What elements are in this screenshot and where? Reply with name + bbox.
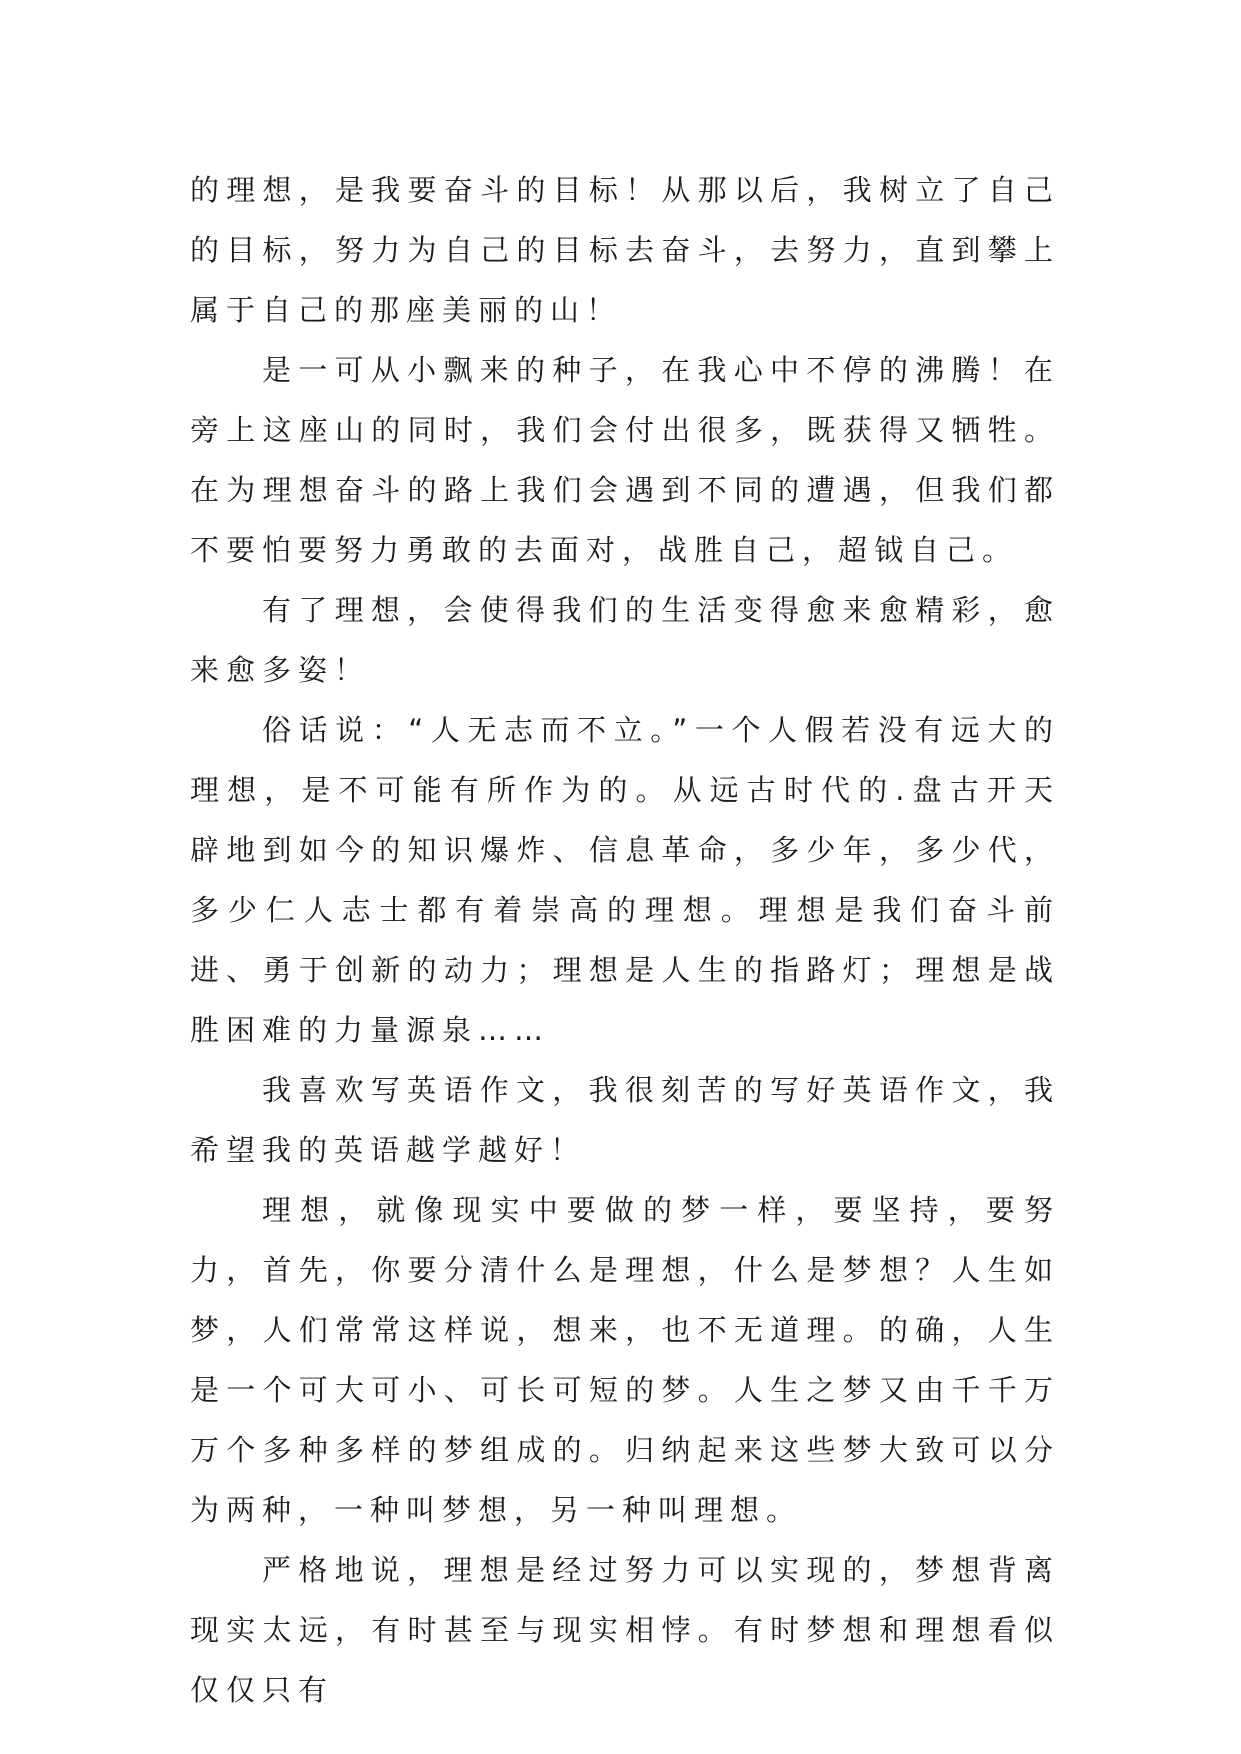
paragraph-1: 的理想，是我要奋斗的目标！从那以后，我树立了自己的目标，努力为自己的目标去奋斗，去努力，直到攀上属于自己的那座美丽的山！: [190, 173, 1060, 327]
paragraph-7: 严格地说，理想是经过努力可以实现的，梦想背离现实太远，有时甚至与现实相悖。有时梦想和理想看似仅仅只有: [190, 1553, 1060, 1707]
paragraph-3: 有了理想，会使得我们的生活变得愈来愈精彩，愈来愈多姿！: [190, 593, 1060, 687]
paragraph-5: 我喜欢写英语作文，我很刻苦的写好英语作文，我希望我的英语越学越好！: [190, 1073, 1060, 1167]
paragraph-4: 俗话说：“人无志而不立。”一个人假若没有远大的理想，是不可能有所作为的。从远古时代的.盘古开天辟地到如今的知识爆炸、信息革命，多少年，多少代，多少仁人志士都有着崇高的理想。理想是我们奋斗前进、勇于创新的动力；理想是人生的指路灯；理想是战胜困难的力量源泉……: [190, 713, 1060, 1047]
paragraph-6: 理想，就像现实中要做的梦一样，要坚持，要努力，首先，你要分清什么是理想，什么是梦想？人生如梦，人们常常这样说，想来，也不无道理。的确，人生是一个可大可小、可长可短的梦。人生之梦又由千千万万个多种多样的梦组成的。归纳起来这些梦大致可以分为两种，一种叫梦想，另一种叫理想。: [190, 1193, 1060, 1527]
document-body: [190, 160, 1060, 1720]
paragraph-2: 是一可从小飘来的种子，在我心中不停的沸腾！在旁上这座山的同时，我们会付出很多，既获得又牺牲。在为理想奋斗的路上我们会遇到不同的遭遇，但我们都不要怕要努力勇敢的去面对，战胜自己，超钺自己。: [190, 353, 1060, 567]
